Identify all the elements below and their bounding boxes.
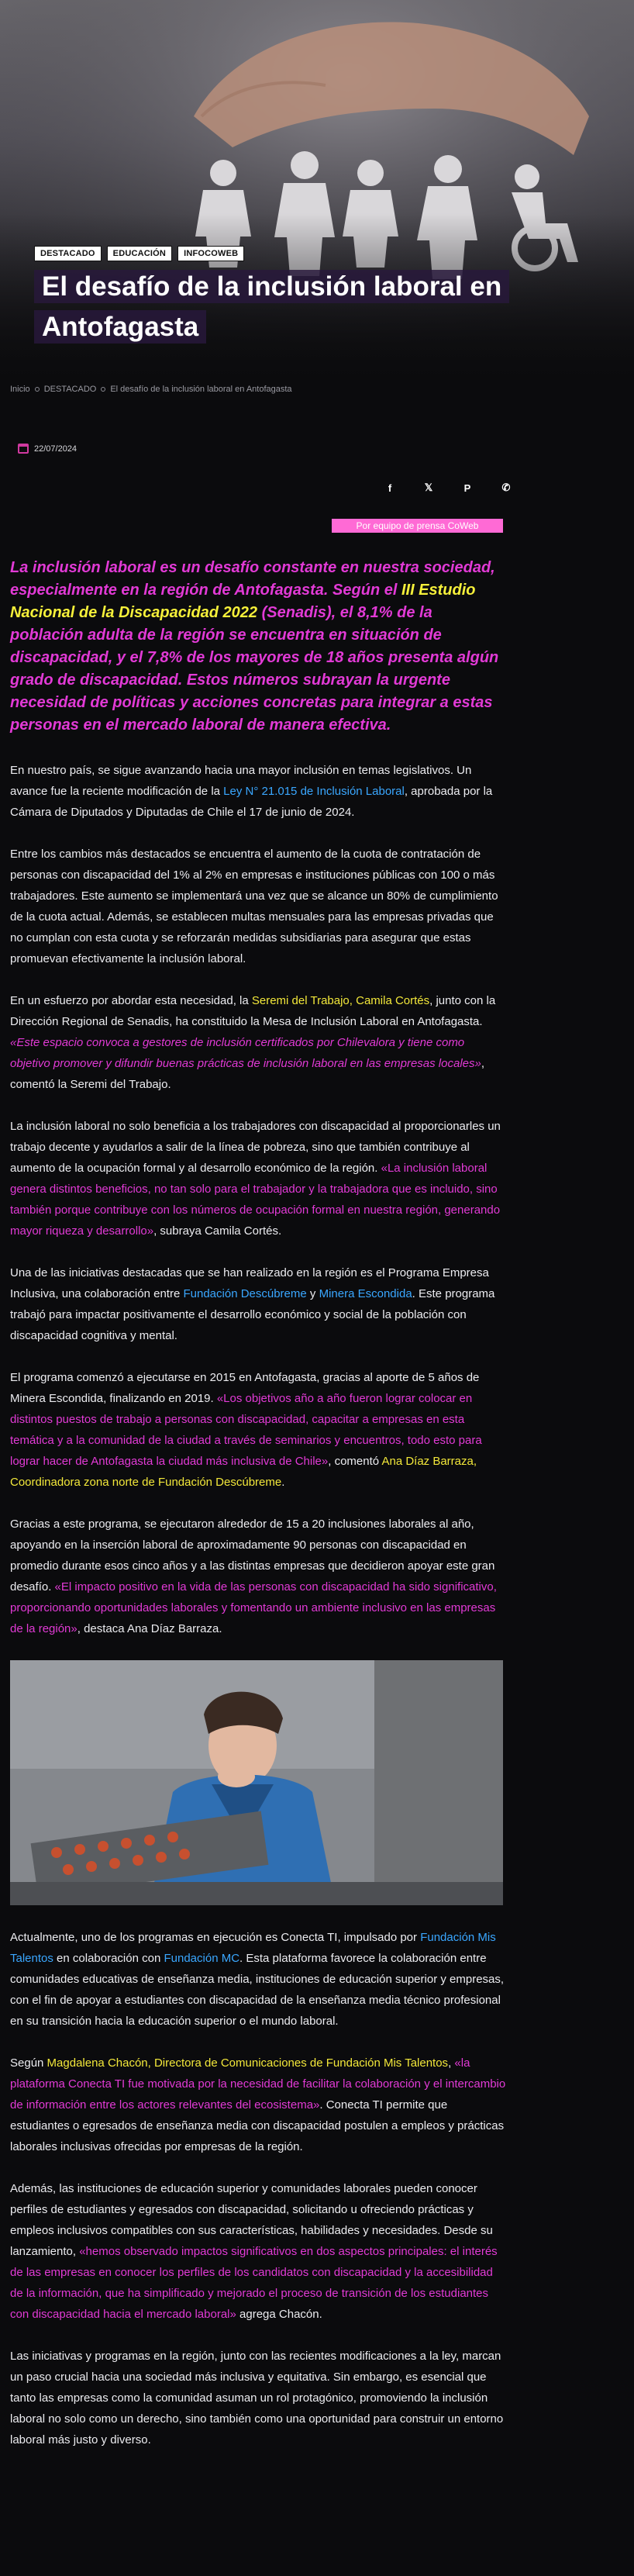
share-buttons [370, 479, 525, 496]
quote: «La inclusión laboral genera distintos beneficios, no tan solo para el trabajador y la trabajadora que es incluido, sino también porque contribuye con los números de ocupación formal en nuestra región, generando mayor riqueza y desarrollo» [10, 1162, 501, 1238]
pinterest-share-button[interactable] [448, 479, 487, 496]
whatsapp-icon: ✆ [501, 482, 511, 493]
pinterest-icon: P [463, 482, 471, 494]
twitter-icon: 𝕏 [424, 482, 433, 493]
breadcrumb-current: El desafío de la inclusión laboral en Antofagasta [110, 385, 292, 394]
tag-destacado[interactable]: DESTACADO [34, 246, 102, 261]
category-tags [34, 246, 244, 261]
facebook-icon: f [388, 482, 392, 494]
paragraph-8: Actualmente, uno de los programas en ejecución es Conecta TI, impulsado por Fundación Mis Talentos en colaboración con Fundación MC. Esta plataforma favorece la colaboración entre comunidades educativas de enseñanza media, instituciones de educación superior y empresas, con el fin de apoyar a estudiantes con discapacidad de la enseñanza media técnico profesional en su transición hacia la educación superior o el mundo laboral. [10, 1931, 505, 2028]
link-fundacion-mis-talentos[interactable]: Fundación Mis Talentos [10, 1931, 496, 1965]
breadcrumb-home[interactable]: Inicio [10, 385, 30, 394]
article-photo [10, 1660, 503, 1905]
paragraph-3: En un esfuerzo por abordar esta necesidad, la Seremi del Trabajo, Camila Cortés, junto con la Dirección Regional de Senadis, ha constituido la Mesa de Inclusión Laboral en Antofagasta. «Este espacio convoca a gestores de inclusión certificados por Chilevalora y tiene como objetivo promover y difundir buenas prácticas de inclusión laboral en las empresas locales», comentó la Seremi del Trabajo. [10, 994, 496, 1091]
quote: «hemos observado impactos significativos en dos aspectos principales: el interés de las empresas en conocer los perfiles de los candidatos con discapacidad y la accesibilidad de la información, que ha simplificado y mejorado el proceso de transición de los estudiantes con discapacidad hacia el mercado laboral» [10, 2245, 498, 2321]
publish-date [18, 444, 77, 454]
link-fundacion-mc[interactable]: Fundación MC [164, 1952, 240, 1965]
date-text: 22/07/2024 [34, 444, 78, 454]
paragraph-11: Las iniciativas y programas en la región, junto con las recientes modificaciones a la ley, marcan un paso crucial hacia una sociedad más inclusiva y equitativa. Sin embargo, es esencial que tanto las empresas como la comunidad asuman un rol protagónico, promoviendo la inclusión laboral no solo como un derecho, sino también como una oportunidad para construir un entorno laboral más justo y diverso. [10, 2350, 504, 2447]
breadcrumb [10, 385, 292, 394]
quote: «Los objetivos año a año fueron lograr colocar en distintos puestos de trabajo a personas con discapacidad, capacitar a empresas en esta temática y a la comunidad de la ciudad a través de seminarios y encuentros, todo esto para lograr hacer de Antofagasta la ciudad más inclusiva de Chile» [10, 1392, 482, 1468]
paragraph-4: La inclusión laboral no solo beneficia a los trabajadores con discapacidad al proporcionarles un trabajo decente y ayudarlos a salir de la línea de pobreza, sino que también contribuye al aumento de la ocupación formal y al desarrollo económico de la región. «La inclusión laboral genera distintos beneficios, no tan solo para el trabajador y la trabajadora que es incluido, sino también porque contribuye con los números de ocupación formal en nuestra región, generando mayor riqueza y desarrollo», subraya Camila Cortés. [10, 1120, 501, 1238]
highlight-magdalena-chacon: Magdalena Chacón, Directora de Comunicaciones de Fundación Mis Talentos [47, 2056, 449, 2070]
quote: «la plataforma Conecta TI fue motivada por la necesidad de facilitar la colaboración y el intercambio de información entre los actores relevantes del ecosistema» [10, 2056, 506, 2112]
calendar-icon [18, 444, 29, 454]
whatsapp-share-button[interactable] [487, 479, 525, 496]
paragraph-10: Además, las instituciones de educación superior y comunidades laborales pueden conocer perfiles de estudiantes y egresados con discapacidad, solicitando u ofreciendo prácticas y empleos inclusivos compatibles con sus características, habilidades y necesidades. Desde su lanzamiento, «hemos observado impactos significativos en dos aspectos principales: el interés de las empresas en conocer los perfiles de los candidatos con discapacidad y la accesibilidad de la información, que ha simplificado y mejorado el proceso de transición de los estudiantes con discapacidad hacia el mercado laboral» agrega Chacón. [10, 2182, 498, 2321]
facebook-share-button[interactable] [370, 479, 409, 496]
paragraph-7: Gracias a este programa, se ejecutaron alrededor de 15 a 20 inclusiones laborales al año, apoyando en la inserción laboral de aproximadamente 90 personas con discapacidad en promedio durante esos cinco años y a las distintas empresas que decidieron apoyar este gran desafío. «El impacto positivo en la vida de las personas con discapacidad ha sido significativo, proporcionando oportunidades laborales y fomentando un ambiente inclusivo en las empresas de la región», destaca Ana Díaz Barraza. [10, 1518, 497, 1635]
link-fundacion-descubreme[interactable]: Fundación Descúbreme [183, 1287, 307, 1300]
tag-infocoweb[interactable]: INFOCOWEB [177, 246, 244, 261]
breadcrumb-separator-icon [101, 387, 105, 392]
highlight-seremi: Seremi del Trabajo, Camila Cortés [251, 994, 430, 1007]
tag-educacion[interactable]: EDUCACIÓN [107, 246, 172, 261]
highlight-ana-diaz: Ana Díaz Barraza, Coordinadora zona norte de Fundación Descúbreme [10, 1455, 477, 1489]
byline: Por equipo de prensa CoWeb [332, 519, 503, 533]
breadcrumb-section[interactable]: DESTACADO [43, 385, 97, 394]
hero-image [0, 0, 634, 388]
article-lead: La inclusión laboral es un desafío constante en nuestra sociedad, especialmente en la región de Antofagasta. Según el III Estudio Nacional de la Discapacidad 2022 (Senadis), el 8,1% de la población adulta de la región se encuentra en situación de discapacidad, y el 7,8% de los mayores de 18 años presenta algún grado de discapacidad. Estos números subrayan la urgente necesidad de políticas y acciones concretas para integrar a estas personas en el mercado laboral de manera efectiva. [10, 559, 499, 734]
page-title: El desafío de la inclusión laboral en Antofagasta [34, 267, 577, 347]
paragraph-9: Según Magdalena Chacón, Directora de Comunicaciones de Fundación Mis Talentos, «la plataforma Conecta TI fue motivada por la necesidad de facilitar la colaboración y el intercambio de información entre los actores relevantes del ecosistema». Conecta TI permite que estudiantes o egresados de enseñanza media con discapacidad postulen a empleos y prácticas laborales inclusivas ofrecidas por empresas de la región. [10, 2056, 506, 2153]
paragraph-1: En nuestro país, se sigue avanzando hacia una mayor inclusión en temas legislativos. Un avance fue la reciente modificación de la Ley N° 21.015 de Inclusión Laboral, aprobada por la Cámara de Diputados y Diputadas de Chile el 17 de junio de 2024. [10, 764, 493, 819]
paragraph-2: Entre los cambios más destacados se encuentra el aumento de la cuota de contratación de personas con discapacidad del 1% al 2% en empresas e instituciones públicas con 100 o más trabajadores. Este aumento se implementará una vez que se alcance un 80% de cumplimiento de la cuota actual. Además, se establecen multas mensuales para las empresas privadas que no cumplan con esta cuota y se reforzarán medidas subsidiarias para asegurar que estas promuevan efectivamente la inclusión laboral. [10, 848, 498, 965]
link-ley-inclusion[interactable]: Ley N° 21.015 de Inclusión Laboral [223, 785, 405, 798]
paragraph-5: Una de las iniciativas destacadas que se han realizado en la región es el Programa Empresa Inclusiva, una colaboración entre Fundación Descúbreme y Minera Escondida. Este programa trabajó para impactar positivamente el desarrollo económico y social de la población con discapacidad cognitiva y mental. [10, 1266, 495, 1342]
twitter-share-button[interactable] [409, 479, 448, 496]
breadcrumb-separator-icon [35, 387, 40, 392]
link-minera-escondida[interactable]: Minera Escondida [319, 1287, 412, 1300]
paragraph-6: El programa comenzó a ejecutarse en 2015 en Antofagasta, gracias al aporte de 5 años de Minera Escondida, finalizando en 2019. «Los objetivos año a año fueron lograr colocar en distintos puestos de trabajo a personas con discapacidad, capacitar a empresas en esta temática y a la comunidad de la ciudad a través de seminarios y encuentros, todo esto para lograr hacer de Antofagasta la ciudad más inclusiva de Chile», comentó Ana Díaz Barraza, Coordinadora zona norte de Fundación Descúbreme. [10, 1371, 482, 1489]
quote: «El impacto positivo en la vida de las personas con discapacidad ha sido significativo, proporcionando oportunidades laborales y fomentando un ambiente inclusivo en las empresas de la región» [10, 1580, 497, 1635]
quote: «Este espacio convoca a gestores de inclusión certificados por Chilevalora y tiene como objetivo promover y difundir buenas prácticas de inclusión laboral en las empresas locales» [10, 1036, 481, 1070]
article-body [10, 557, 506, 2471]
